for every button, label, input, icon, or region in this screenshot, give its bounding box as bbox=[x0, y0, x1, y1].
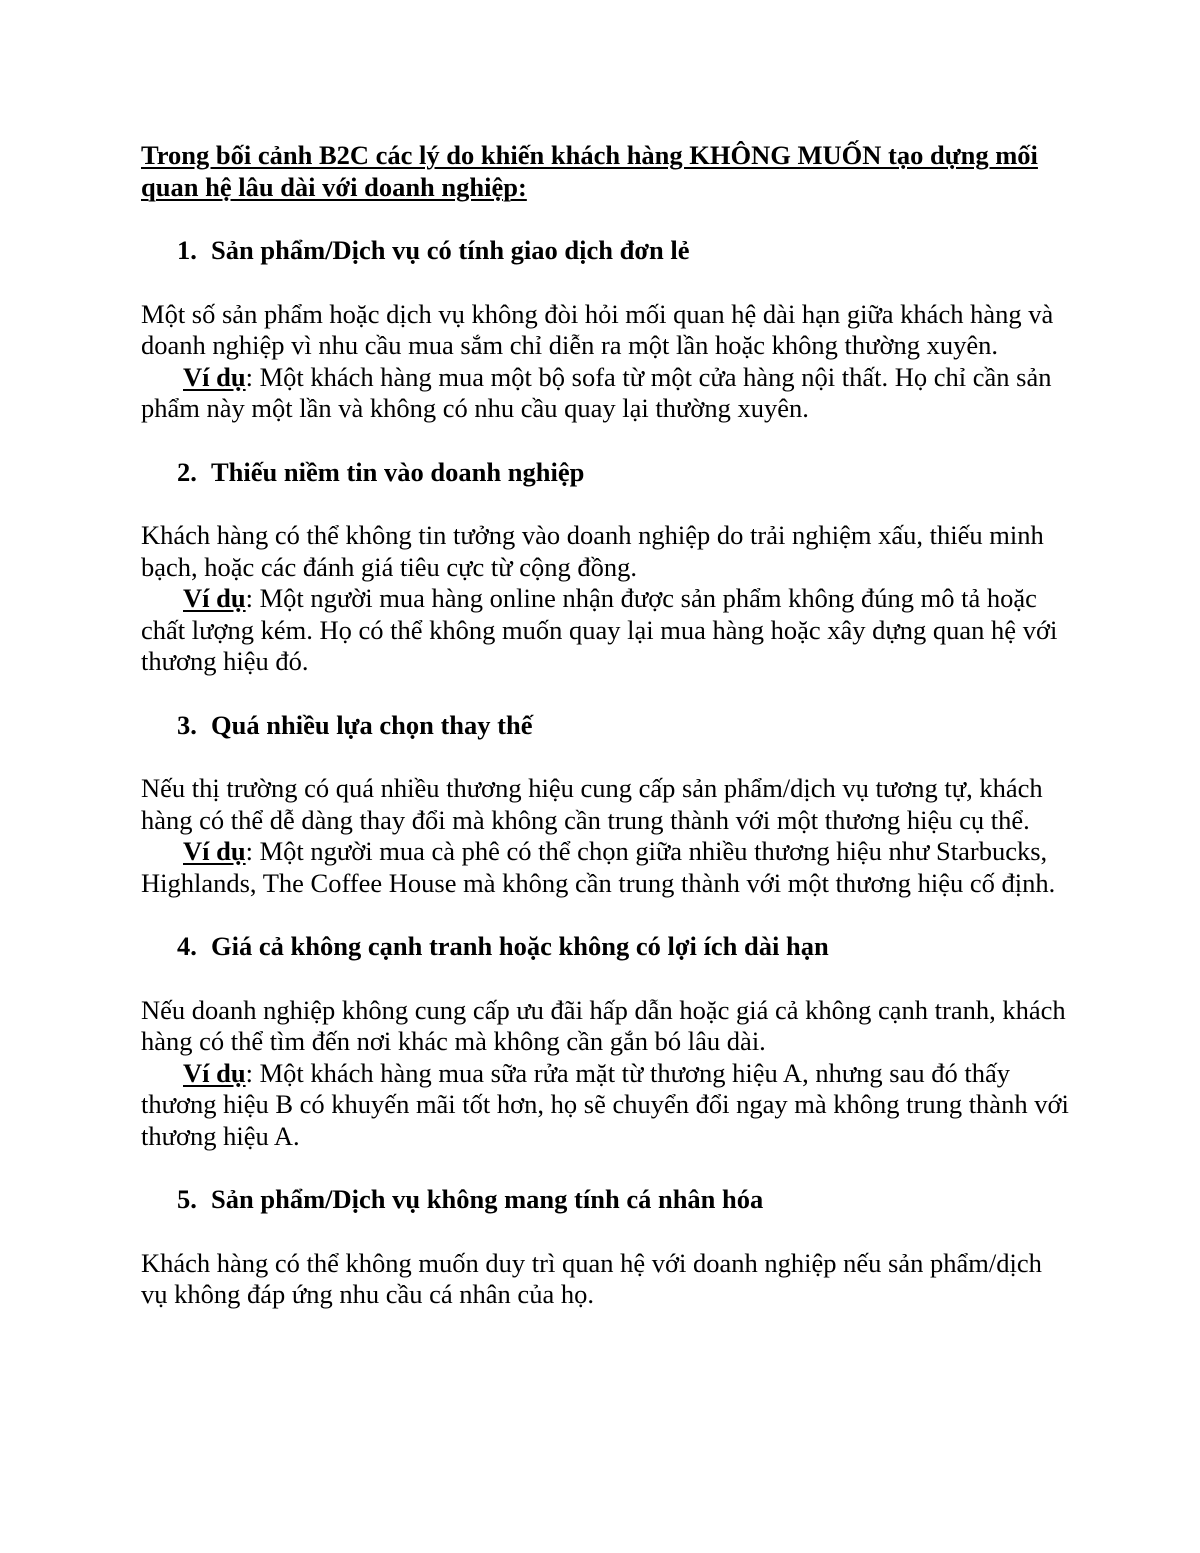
example-paragraph bbox=[141, 836, 1071, 899]
section-number: 2. bbox=[177, 456, 197, 487]
section-heading bbox=[141, 931, 1071, 963]
section-heading-text: Thiếu niềm tin vào doanh nghiệp bbox=[211, 456, 585, 487]
section-body: Nếu thị trường có quá nhiều thương hiệu cung cấp sản phẩm/dịch vụ tương tự, khách hàng có thể dễ dàng thay đổi mà không cần trung thành với một thương hiệu cụ thể. bbox=[141, 773, 1043, 835]
section-number: 5. bbox=[177, 1184, 197, 1214]
section-heading-text: Quá nhiều lựa chọn thay thế bbox=[211, 709, 533, 740]
section-number: 1. bbox=[177, 235, 197, 265]
example-paragraph bbox=[141, 362, 1071, 425]
section-number: 3. bbox=[177, 709, 197, 740]
section-heading-text: Giá cả không cạnh tranh hoặc không có lợi ích dài hạn bbox=[211, 931, 829, 961]
example-text: : Một khách hàng mua một bộ sofa từ một cửa hàng nội thất. Họ chỉ cần sản phẩm này một lần và không có nhu cầu quay lại thường xuyên. bbox=[141, 361, 1052, 423]
section-heading bbox=[141, 710, 1071, 742]
section-number: 4. bbox=[177, 931, 197, 961]
example-label: Ví dụ bbox=[183, 583, 246, 613]
example-label: Ví dụ bbox=[183, 1057, 246, 1088]
section-body: Nếu doanh nghiệp không cung cấp ưu đãi hấp dẫn hoặc giá cả không cạnh tranh, khách hàng có thể tìm đến nơi khác mà không cần gắn bó lâu dài. bbox=[141, 994, 1066, 1056]
example-paragraph bbox=[141, 583, 1071, 678]
example-text: : Một khách hàng mua sữa rửa mặt từ thương hiệu A, nhưng sau đó thấy thương hiệu B có khuyến mãi tốt hơn, họ sẽ chuyển đổi ngay mà không trung thành với thương hiệu A. bbox=[141, 1057, 1069, 1151]
section-heading-text: Sản phẩm/Dịch vụ không mang tính cá nhân hóa bbox=[211, 1184, 764, 1214]
section-heading bbox=[141, 457, 1071, 489]
example-label: Ví dụ bbox=[183, 836, 246, 866]
document-title: Trong bối cảnh B2C các lý do khiến khách hàng KHÔNG MUỐN tạo dựng mối quan hệ lâu dài với doanh nghiệp: bbox=[141, 140, 1038, 202]
example-text: : Một người mua hàng online nhận được sản phẩm không đúng mô tả hoặc chất lượng kém. Họ có thể không muốn quay lại mua hàng hoặc xây dựng quan hệ với thương hiệu đó. bbox=[141, 583, 1058, 676]
section-body: Một số sản phẩm hoặc dịch vụ không đòi hỏi mối quan hệ dài hạn giữa khách hàng và doanh nghiệp vì nhu cầu mua sắm chỉ diễn ra một lần hoặc không thường xuyên. bbox=[141, 298, 1054, 360]
document-page bbox=[141, 140, 1071, 1311]
section-body: Khách hàng có thể không tin tưởng vào doanh nghiệp do trải nghiệm xấu, thiếu minh bạch, hoặc các đánh giá tiêu cực từ cộng đồng. bbox=[141, 520, 1044, 582]
section-body: Khách hàng có thể không muốn duy trì quan hệ với doanh nghiệp nếu sản phẩm/dịch vụ không đáp ứng nhu cầu cá nhân của họ. bbox=[141, 1247, 1042, 1309]
section-heading bbox=[141, 1184, 1071, 1216]
example-paragraph bbox=[141, 1058, 1071, 1153]
section-heading-text: Sản phẩm/Dịch vụ có tính giao dịch đơn lẻ bbox=[211, 235, 690, 265]
example-text: : Một người mua cà phê có thể chọn giữa nhiều thương hiệu như Starbucks, Highlands, The Coffee House mà không cần trung thành với một thương hiệu cố định. bbox=[141, 836, 1056, 898]
section-heading bbox=[141, 235, 1071, 267]
example-label: Ví dụ bbox=[183, 361, 246, 392]
